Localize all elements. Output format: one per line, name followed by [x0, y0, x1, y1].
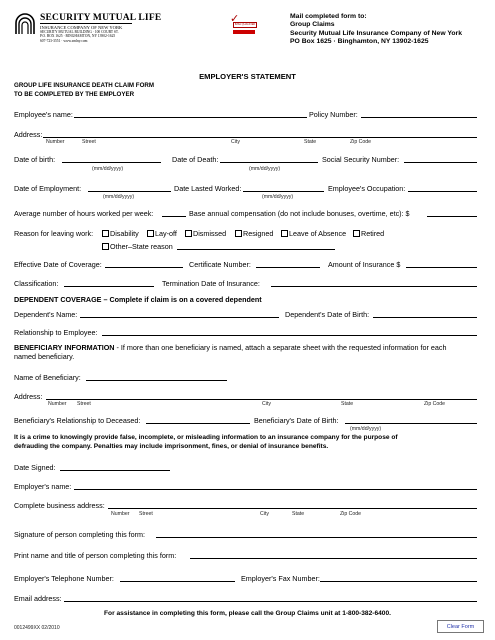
beneficiary-relationship-label: Beneficiary's Relationship to Deceased:	[14, 416, 141, 425]
print-name-field[interactable]	[190, 558, 477, 559]
company-block	[40, 13, 162, 43]
checkbox-icon[interactable]	[185, 230, 192, 237]
beneficiary-note-2: named beneficiary.	[14, 352, 75, 361]
signature-label: Signature of person completing this form:	[14, 530, 146, 539]
date-of-employment-label: Date of Employment:	[14, 184, 82, 193]
occupation-label: Employee's Occupation:	[328, 184, 406, 193]
beneficiary-dob-format-hint: (mm/dd/yyyy)	[350, 426, 382, 432]
beneficiary-address-label: Address:	[14, 392, 43, 401]
imsa-stamp	[233, 22, 257, 35]
form-subtitle-1: GROUP LIFE INSURANCE DEATH CLAIM FORM	[14, 82, 155, 89]
reason-layoff-label: Lay-off	[155, 229, 177, 238]
effective-date-field[interactable]	[105, 267, 183, 268]
ssn-label: Social Security Number:	[322, 155, 400, 164]
company-address-3: 607-723-3551 · www.smlny.com	[40, 38, 88, 43]
beneficiary-dob-label: Beneficiary's Date of Birth:	[254, 416, 339, 425]
checkbox-icon[interactable]	[353, 230, 360, 237]
policy-number-field[interactable]	[361, 117, 477, 118]
beneficiary-state-hint: State	[341, 401, 354, 407]
beneficiary-info-line1	[14, 343, 447, 352]
reason-resigned-label: Resigned	[243, 229, 274, 238]
company-address-2: P.O. BOX 1625 · BINGHAMTON, NY 13902-1625	[40, 34, 116, 39]
avg-hours-label: Average number of hours worked per week:	[14, 209, 154, 218]
form-subtitle-2: TO BE COMPLETED BY THE EMPLOYER	[14, 91, 135, 98]
date-of-birth-field[interactable]	[62, 162, 161, 163]
address-street-hint: Street	[82, 139, 96, 145]
fraud-warning-line1: It is a crime to knowingly provide false, incomplete, or misleading information to an insurance company for the purpose of	[14, 434, 398, 441]
beneficiary-address-field[interactable]	[46, 399, 477, 400]
clear-form-button[interactable]: Clear Form	[437, 620, 484, 633]
ssn-field[interactable]	[404, 162, 477, 163]
reason-other[interactable]	[102, 242, 173, 251]
mail-to-block	[290, 13, 462, 46]
date-signed-field[interactable]	[60, 470, 170, 471]
business-state-hint: State	[292, 511, 305, 517]
reason-dismissed-label: Dismissed	[193, 229, 227, 238]
company-name: SECURITY MUTUAL LIFE	[40, 13, 162, 23]
employer-phone-field[interactable]	[120, 581, 235, 582]
beneficiary-zip-hint: Zip Code	[424, 401, 446, 407]
company-logo-icon	[14, 13, 36, 35]
business-city-hint: City	[260, 511, 269, 517]
address-state-hint: State	[304, 139, 317, 145]
employer-phone-label: Employer's Telephone Number:	[14, 574, 114, 583]
mail-line: Group Claims	[290, 21, 335, 29]
beneficiary-name-field[interactable]	[86, 380, 227, 381]
dependent-coverage-heading: DEPENDENT COVERAGE – Complete if claim is on a covered dependent	[14, 295, 262, 304]
address-number-hint: Number	[46, 139, 65, 145]
reason-retired-label: Retired	[361, 229, 385, 238]
dod-format-hint: (mm/dd/yyyy)	[249, 166, 281, 172]
base-comp-label: Base annual compensation (do not include bonuses, overtime, etc): $	[189, 209, 410, 218]
dlw-format-hint: (mm/dd/yyyy)	[262, 194, 294, 200]
signature-field[interactable]	[156, 537, 477, 538]
amount-insurance-field[interactable]	[406, 267, 477, 268]
checkbox-icon[interactable]	[102, 230, 109, 237]
termination-date-label: Termination Date of Insurance:	[162, 279, 260, 288]
reason-disability[interactable]	[102, 229, 139, 238]
date-of-death-label: Date of Death:	[172, 155, 219, 164]
reason-leave-of-absence[interactable]	[281, 229, 346, 238]
classification-field[interactable]	[64, 286, 154, 287]
checkbox-icon[interactable]	[102, 243, 109, 250]
email-field[interactable]	[64, 601, 477, 602]
beneficiary-heading: BENEFICIARY INFORMATION	[14, 343, 115, 352]
imsa-stamp-text: IMSA QUALIFIED	[234, 23, 256, 26]
assistance-text: For assistance in completing this form, please call the Group Claims unit at 1-800-382-6400.	[104, 610, 391, 617]
reason-resigned[interactable]	[235, 229, 273, 238]
company-address-1: SECURITY MUTUAL BUILDING · 100 COURT ST.	[40, 29, 119, 34]
employer-fax-label: Employer's Fax Number:	[241, 574, 320, 583]
employer-fax-field[interactable]	[320, 581, 477, 582]
dob-format-hint: (mm/dd/yyyy)	[92, 166, 124, 172]
dependent-dob-field[interactable]	[373, 317, 477, 318]
business-zip-hint: Zip Code	[340, 511, 362, 517]
classification-label: Classification:	[14, 279, 59, 288]
checkmark-icon: ✓	[230, 13, 240, 25]
business-number-hint: Number	[111, 511, 130, 517]
date-of-birth-label: Date of birth:	[14, 155, 56, 164]
dependent-dob-label: Dependent's Date of Birth:	[285, 310, 370, 319]
reason-other-field[interactable]	[177, 249, 335, 250]
address-zip-hint: Zip Code	[350, 139, 372, 145]
date-of-employment-field[interactable]	[88, 191, 171, 192]
reason-layoff[interactable]	[147, 229, 177, 238]
policy-number-label: Policy Number:	[309, 110, 358, 119]
amount-insurance-label: Amount of Insurance $	[328, 260, 401, 269]
reason-dismissed[interactable]	[185, 229, 226, 238]
date-signed-label: Date Signed:	[14, 463, 56, 472]
reason-disability-label: Disability	[110, 229, 139, 238]
mail-line: Mail completed form to:	[290, 13, 367, 20]
dependent-name-label: Dependent's Name:	[14, 310, 78, 319]
print-name-label: Print name and title of person completing this form:	[14, 551, 177, 560]
reason-leave-label: Leave of Absence	[289, 229, 347, 238]
beneficiary-street-hint: Street	[77, 401, 91, 407]
employer-name-label: Employer's name:	[14, 482, 72, 491]
certificate-number-label: Certificate Number:	[189, 260, 251, 269]
date-last-worked-field[interactable]	[243, 191, 324, 192]
beneficiary-number-hint: Number	[48, 401, 67, 407]
reason-retired[interactable]	[353, 229, 384, 238]
employer-name-field[interactable]	[74, 489, 477, 490]
checkbox-icon[interactable]	[235, 230, 242, 237]
occupation-field[interactable]	[408, 191, 477, 192]
avg-hours-field[interactable]	[162, 216, 186, 217]
employee-name-label: Employee's name:	[14, 110, 73, 119]
imsa-stamp-bar	[233, 30, 255, 34]
checkbox-icon[interactable]	[281, 230, 288, 237]
reason-leaving-label: Reason for leaving work:	[14, 229, 94, 238]
beneficiary-dob-field[interactable]	[345, 423, 477, 424]
email-label: Email address:	[14, 594, 62, 603]
fraud-warning-line2: defrauding the company. Penalties may include imprisonment, fines, or denial of insurance benefits.	[14, 443, 329, 450]
date-last-worked-label: Date Lasted Worked:	[174, 184, 242, 193]
mail-line: Security Mutual Life Insurance Company of New York	[290, 29, 462, 37]
address-city-hint: City	[231, 139, 240, 145]
doe-format-hint: (mm/dd/yyyy)	[103, 194, 135, 200]
reason-other-label: Other–State reason	[110, 242, 173, 251]
business-address-field[interactable]	[108, 508, 477, 509]
date-of-death-field[interactable]	[220, 162, 318, 163]
business-street-hint: Street	[139, 511, 153, 517]
effective-date-label: Effective Date of Coverage:	[14, 260, 102, 269]
mail-line: PO Box 1625 · Binghamton, NY 13902-1625	[290, 37, 429, 45]
dependent-name-field[interactable]	[80, 317, 279, 318]
certificate-number-field[interactable]	[256, 267, 320, 268]
beneficiary-note-1: - If more than one beneficiary is named, attach a separate sheet with the requested information for each	[114, 343, 447, 352]
address-field[interactable]	[43, 137, 477, 138]
base-comp-field[interactable]	[427, 216, 477, 217]
beneficiary-relationship-field[interactable]	[146, 423, 250, 424]
termination-date-field[interactable]	[271, 286, 477, 287]
beneficiary-city-hint: City	[262, 401, 271, 407]
form-code: 0012499XX 02/2010	[14, 625, 60, 631]
address-label: Address:	[14, 130, 43, 139]
employee-name-field[interactable]	[74, 117, 307, 118]
relationship-employee-label: Relationship to Employee:	[14, 328, 98, 337]
relationship-employee-field[interactable]	[102, 335, 477, 336]
checkbox-icon[interactable]	[147, 230, 154, 237]
company-subtitle: INSURANCE COMPANY OF NEW YORK	[40, 23, 132, 30]
business-address-label: Complete business address:	[14, 501, 105, 510]
form-title: EMPLOYER'S STATEMENT	[199, 72, 296, 81]
beneficiary-name-label: Name of Beneficiary:	[14, 373, 81, 382]
